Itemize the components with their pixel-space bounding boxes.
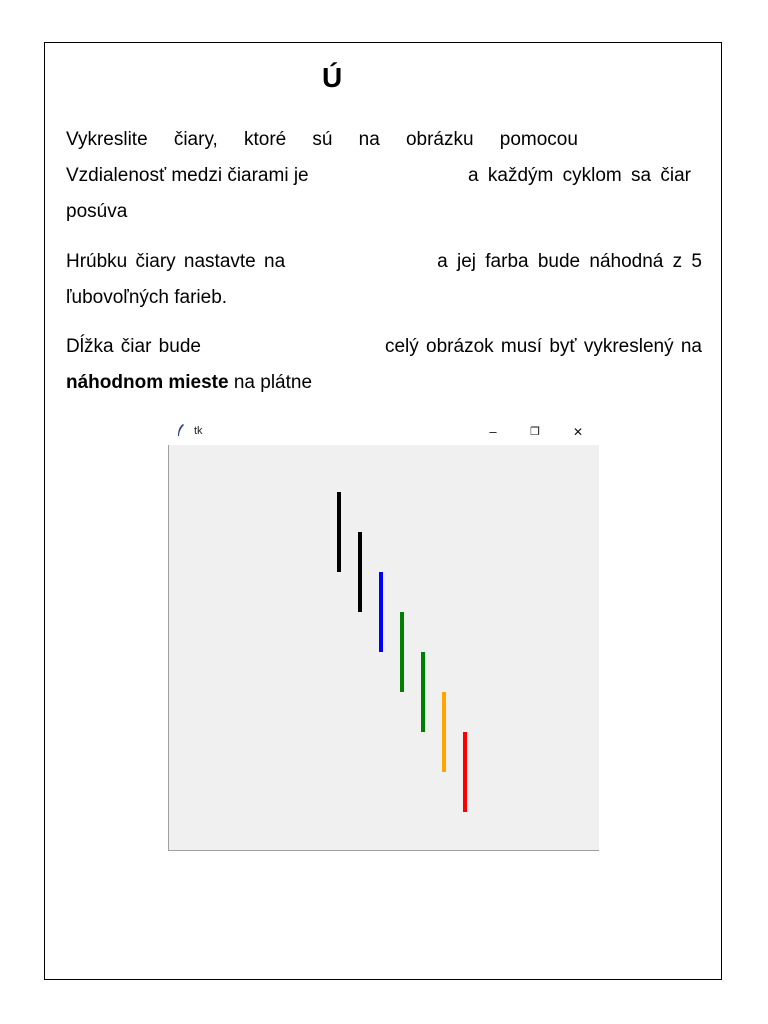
canvas-drawing bbox=[169, 445, 600, 851]
maximize-button[interactable]: ❐ bbox=[530, 426, 540, 438]
paragraph-3 bbox=[66, 329, 702, 401]
paragraph-2-line-2: ľubovoľných farieb. bbox=[66, 287, 228, 308]
tk-titlebar[interactable] bbox=[168, 418, 599, 445]
tk-window bbox=[168, 418, 599, 851]
bold-phrase: náhodnom mieste bbox=[66, 372, 229, 393]
word: obrázku bbox=[405, 129, 474, 150]
text-left: Dĺžka čiar bude bbox=[66, 336, 201, 357]
text-right: celý obrázok musí byť vykreslený na bbox=[384, 336, 702, 357]
paragraph-2-line-1 bbox=[66, 244, 702, 280]
text-left: Hrúbku čiary nastavte na bbox=[66, 251, 286, 272]
minimize-button[interactable]: – bbox=[489, 424, 497, 439]
word: Vykreslite bbox=[66, 129, 148, 150]
word: ktoré bbox=[243, 129, 287, 150]
word: na bbox=[358, 129, 380, 150]
paragraph-3-line-2 bbox=[66, 365, 702, 401]
page-title: Ú bbox=[322, 62, 343, 93]
feather-icon bbox=[177, 424, 185, 440]
tk-canvas[interactable] bbox=[168, 445, 599, 851]
text-right: a jej farba bude náhodná z 5 bbox=[437, 251, 702, 272]
text-rest: na plátne bbox=[228, 372, 313, 393]
paragraph-3-line-1 bbox=[66, 329, 702, 365]
text-right: a každým cyklom sa čiar bbox=[468, 165, 691, 186]
word: čiary, bbox=[173, 129, 218, 150]
word: sú bbox=[312, 129, 333, 150]
word: pomocou bbox=[499, 129, 578, 150]
paragraph-1-line-3: posúva bbox=[66, 201, 128, 222]
paragraph-1 bbox=[66, 122, 702, 230]
paragraph-1-line-1 bbox=[66, 122, 702, 158]
window-title: tk bbox=[194, 425, 203, 437]
paragraph-1-line-2 bbox=[66, 158, 702, 194]
text-left: Vzdialenosť medzi čiarami je bbox=[66, 165, 309, 186]
paragraph-2 bbox=[66, 244, 702, 316]
close-button[interactable]: ✕ bbox=[572, 425, 584, 439]
